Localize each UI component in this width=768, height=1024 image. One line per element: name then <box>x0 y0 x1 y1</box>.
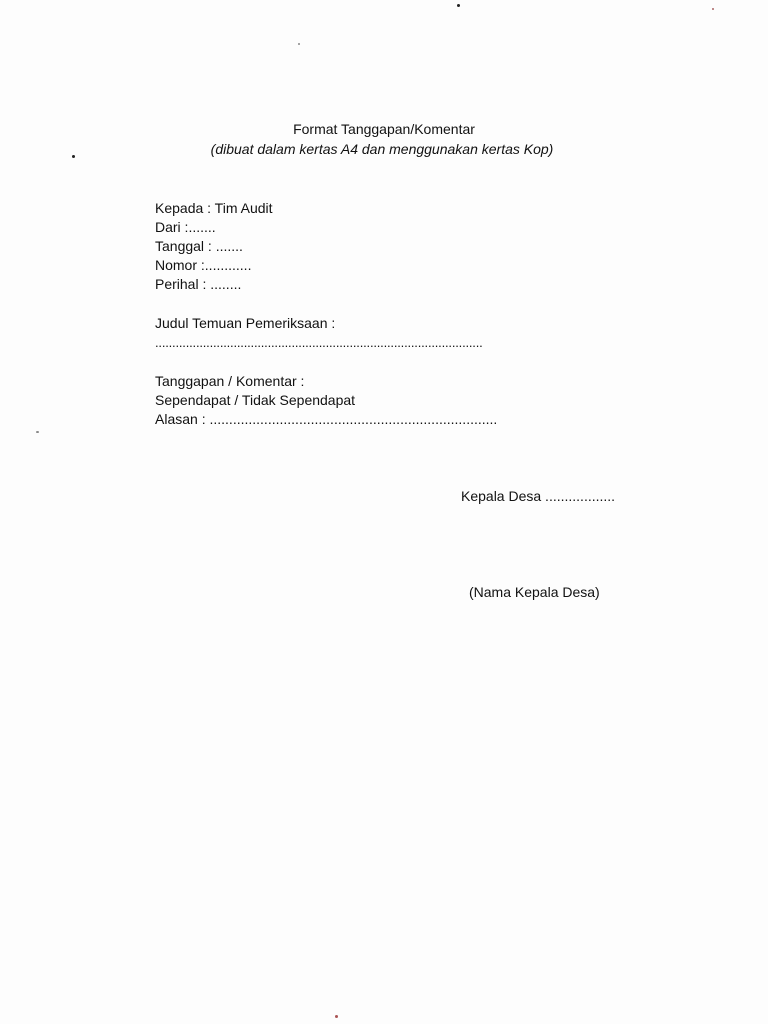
village-head-position: Kepala Desa .................. <box>461 488 616 504</box>
scan-speck <box>36 431 39 433</box>
date-line: Tanggal : ....... <box>155 238 243 254</box>
reason-line: Alasan : .......................................................................... <box>155 411 498 427</box>
finding-title-label: Judul Temuan Pemeriksaan : <box>155 315 336 331</box>
document-subtitle: (dibuat dalam kertas A4 dan menggunakan kertas Kop) <box>210 141 554 157</box>
scan-speck <box>712 8 714 10</box>
scan-speck <box>457 4 460 7</box>
response-label: Tanggapan / Komentar : <box>155 373 305 389</box>
number-line: Nomor :............ <box>155 257 252 273</box>
scan-speck <box>335 1015 338 1018</box>
subject-line: Perihal : ........ <box>155 276 242 292</box>
sender-line: Dari :....... <box>155 219 216 235</box>
scan-speck <box>298 43 300 45</box>
recipient-line: Kepada : Tim Audit <box>155 200 273 216</box>
scan-speck <box>72 155 75 158</box>
finding-title-dots: ................................................................................................ <box>155 335 483 350</box>
village-head-name: (Nama Kepala Desa) <box>469 584 600 600</box>
agreement-choice: Sependapat / Tidak Sependapat <box>155 392 356 408</box>
document-title: Format Tanggapan/Komentar <box>293 121 475 137</box>
